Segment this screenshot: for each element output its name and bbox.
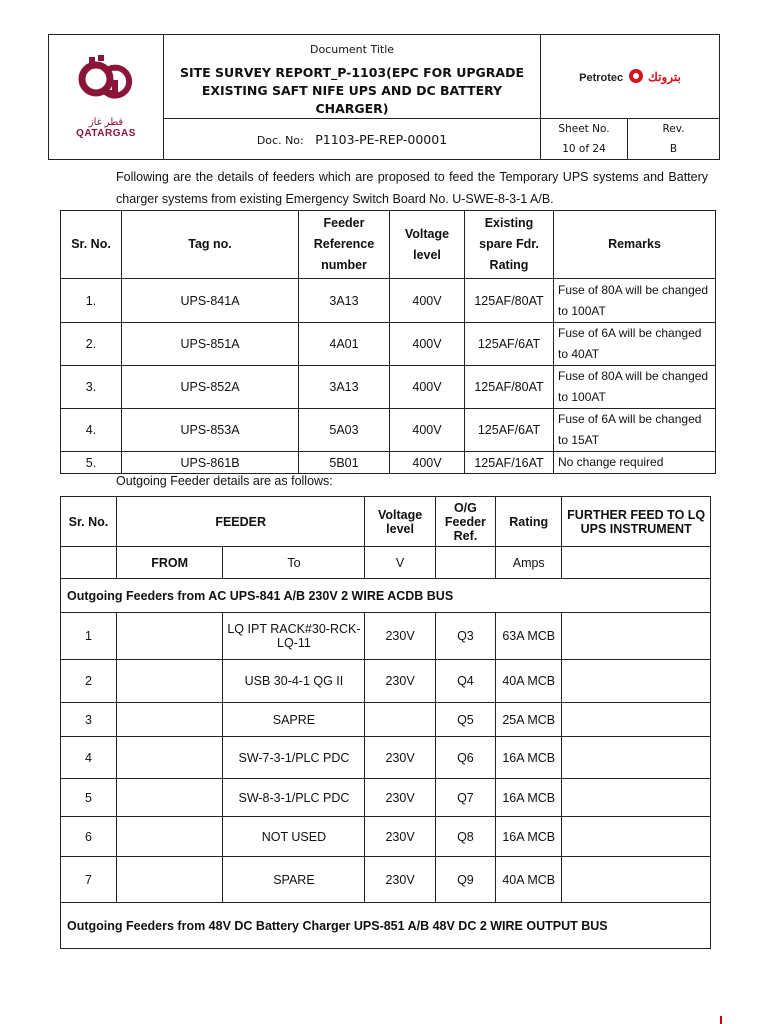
doc-no-value: P1103-PE-REP-00001	[315, 131, 448, 147]
cell-ref: Q9	[435, 857, 495, 903]
petrotec-text: Petrotec	[579, 71, 624, 84]
cell-remarks: Fuse of 80A will be changed to 100AT	[554, 366, 716, 409]
cell-from	[116, 857, 223, 903]
feeder-table-header-row	[61, 211, 716, 279]
cell-to: SW-7-3-1/PLC PDC	[223, 737, 365, 779]
section-row	[61, 903, 711, 949]
doc-no-label: Doc. No:	[256, 133, 304, 147]
logo-arabic-text: قطر غاز	[88, 117, 124, 128]
cell-ref: Q3	[435, 613, 495, 660]
col-voltage: Voltage level	[390, 211, 465, 279]
col-feeder-ref: Feeder Reference number	[299, 211, 390, 279]
col-further-feed: FURTHER FEED TO LQ UPS INSTRUMENT	[562, 497, 711, 547]
table-row	[61, 613, 711, 660]
cell-tag: UPS-851A	[122, 323, 299, 366]
sheet-label: Sheet No.	[558, 123, 610, 135]
cell-to: SPARE	[223, 857, 365, 903]
cell-from	[116, 613, 223, 660]
cell-ref: 4A01	[299, 323, 390, 366]
cell-sr: 5	[61, 779, 117, 817]
outgoing-feeder-table	[60, 496, 711, 949]
cell-ref: Q7	[435, 779, 495, 817]
cell-to: SAPRE	[223, 703, 365, 737]
qatargas-logo-icon	[71, 55, 141, 113]
cell-rating: 40A MCB	[496, 660, 562, 703]
section-dc-charger: Outgoing Feeders from 48V DC Battery Charger UPS-851 A/B 48V DC 2 WIRE OUTPUT BUS	[61, 903, 711, 949]
cell-empty	[562, 547, 711, 579]
cell-to: LQ IPT RACK#30-RCK-LQ-11	[223, 613, 365, 660]
section-row	[61, 579, 711, 613]
cell-rating: 16A MCB	[496, 779, 562, 817]
feeder-table	[60, 210, 716, 474]
table-row	[61, 857, 711, 903]
cell-sr: 2.	[61, 323, 122, 366]
table-row	[61, 737, 711, 779]
cell-further	[562, 817, 711, 857]
cell-voltage: 230V	[365, 817, 435, 857]
section-ac-ups: Outgoing Feeders from AC UPS-841 A/B 230V 2 WIRE ACDB BUS	[61, 579, 711, 613]
cell-further	[562, 779, 711, 817]
table-row	[61, 703, 711, 737]
cell-further	[562, 703, 711, 737]
cell-to: SW-8-3-1/PLC PDC	[223, 779, 365, 817]
cell-voltage: 400V	[390, 409, 465, 452]
cell-remarks: Fuse of 6A will be changed to 40AT	[554, 323, 716, 366]
cell-further	[562, 613, 711, 660]
cell-tag: UPS-841A	[122, 279, 299, 323]
cell-voltage: 230V	[365, 857, 435, 903]
title-line-1: SITE SURVEY REPORT_P-1103(EPC FOR UPGRADE	[179, 65, 525, 80]
table-row	[61, 366, 716, 409]
cell-further	[562, 660, 711, 703]
cell-from	[116, 660, 223, 703]
cell-rating: 16A MCB	[496, 737, 562, 779]
title-line-2: EXISTING SAFT NIFE UPS AND DC BATTERY CHARGER)	[201, 83, 503, 116]
title-cell	[164, 35, 541, 119]
cell-sr: 1	[61, 613, 117, 660]
table-row	[61, 323, 716, 366]
cell-remarks: Fuse of 80A will be changed to 100AT	[554, 279, 716, 323]
cell-ref: 3A13	[299, 366, 390, 409]
col-unit-v: V	[365, 547, 435, 579]
cell-tag: UPS-853A	[122, 409, 299, 452]
cell-ref: 5B01	[299, 452, 390, 474]
cell-from	[116, 817, 223, 857]
col-to: To	[223, 547, 365, 579]
cell-ref: Q6	[435, 737, 495, 779]
cell-sr: 6	[61, 817, 117, 857]
cell-empty	[435, 547, 495, 579]
col-rating: Rating	[496, 497, 562, 547]
outgoing-subheader-row	[61, 547, 711, 579]
sheet-cell	[541, 119, 628, 160]
cell-rating: 16A MCB	[496, 817, 562, 857]
outgoing-header-row	[61, 497, 711, 547]
cell-to: NOT USED	[223, 817, 365, 857]
cell-sr: 3	[61, 703, 117, 737]
sheet-value: 10 of 24	[562, 143, 606, 155]
cell-ref: Q4	[435, 660, 495, 703]
cell-voltage: 400V	[390, 366, 465, 409]
cell-rating: 63A MCB	[496, 613, 562, 660]
doc-no-cell	[164, 119, 541, 160]
cell-voltage: 400V	[390, 323, 465, 366]
cell-rating: 125AF/80AT	[465, 279, 554, 323]
cell-to: USB 30-4-1 QG II	[223, 660, 365, 703]
cell-voltage	[365, 703, 435, 737]
cell-empty	[61, 547, 117, 579]
col-voltage: Voltage level	[365, 497, 435, 547]
petrotec-arabic-text: بتروتك	[648, 69, 681, 84]
cell-tag: UPS-852A	[122, 366, 299, 409]
rev-cell	[628, 119, 720, 160]
table-row	[61, 660, 711, 703]
intro-paragraph: Following are the details of feeders which are proposed to feed the Temporary UPS systems and Battery charger systems from existing Emergency Switch Board No. U-SWE-8-3-1 A/B.	[116, 170, 708, 206]
col-feeder: FEEDER	[116, 497, 365, 547]
cell-remarks: No change required	[554, 452, 716, 474]
col-spare-rating: Existing spare Fdr. Rating	[465, 211, 554, 279]
cell-further	[562, 857, 711, 903]
cell-voltage: 400V	[390, 279, 465, 323]
cell-rating: 125AF/6AT	[465, 323, 554, 366]
cell-sr: 2	[61, 660, 117, 703]
cell-rating: 125AF/6AT	[465, 409, 554, 452]
cell-voltage: 230V	[365, 613, 435, 660]
cell-remarks: Fuse of 6A will be changed to 15AT	[554, 409, 716, 452]
col-tag-no: Tag no.	[122, 211, 299, 279]
col-sr-no: Sr. No.	[61, 497, 117, 547]
cell-ref: 3A13	[299, 279, 390, 323]
cell-tag: UPS-861B	[122, 452, 299, 474]
cell-voltage: 230V	[365, 660, 435, 703]
cell-further	[562, 737, 711, 779]
petrotec-logo-cell	[541, 35, 720, 119]
col-unit-amps: Amps	[496, 547, 562, 579]
cell-rating: 125AF/80AT	[465, 366, 554, 409]
cell-from	[116, 779, 223, 817]
cell-sr: 5.	[61, 452, 122, 474]
qatargas-logo-cell	[49, 35, 164, 160]
table-row	[61, 409, 716, 452]
cell-voltage: 230V	[365, 737, 435, 779]
cell-sr: 3.	[61, 366, 122, 409]
document-header	[48, 34, 720, 160]
cell-sr: 7	[61, 857, 117, 903]
petrotec-logo-icon	[628, 68, 644, 84]
rev-label: Rev.	[662, 123, 685, 135]
cell-sr: 4.	[61, 409, 122, 452]
table-row	[61, 817, 711, 857]
page-edge-mark	[720, 1016, 722, 1024]
cell-sr: 4	[61, 737, 117, 779]
cell-ref: Q8	[435, 817, 495, 857]
cell-rating: 25A MCB	[496, 703, 562, 737]
table-row	[61, 452, 716, 474]
col-sr-no: Sr. No.	[61, 211, 122, 279]
rev-value: B	[669, 143, 678, 155]
document-title-label: Document Title	[309, 43, 395, 56]
cell-sr: 1.	[61, 279, 122, 323]
document-title	[164, 64, 540, 118]
cell-voltage: 230V	[365, 779, 435, 817]
table-row	[61, 279, 716, 323]
table-row	[61, 779, 711, 817]
cell-rating: 125AF/16AT	[465, 452, 554, 474]
cell-voltage: 400V	[390, 452, 465, 474]
col-og-ref: O/G Feeder Ref.	[435, 497, 495, 547]
cell-rating: 40A MCB	[496, 857, 562, 903]
cell-ref: Q5	[435, 703, 495, 737]
cell-from	[116, 703, 223, 737]
cell-ref: 5A03	[299, 409, 390, 452]
col-from: FROM	[116, 547, 223, 579]
logo-text: QATARGAS	[76, 128, 136, 139]
outgoing-label: Outgoing Feeder details are as follows:	[116, 474, 333, 488]
cell-from	[116, 737, 223, 779]
col-remarks: Remarks	[554, 211, 716, 279]
